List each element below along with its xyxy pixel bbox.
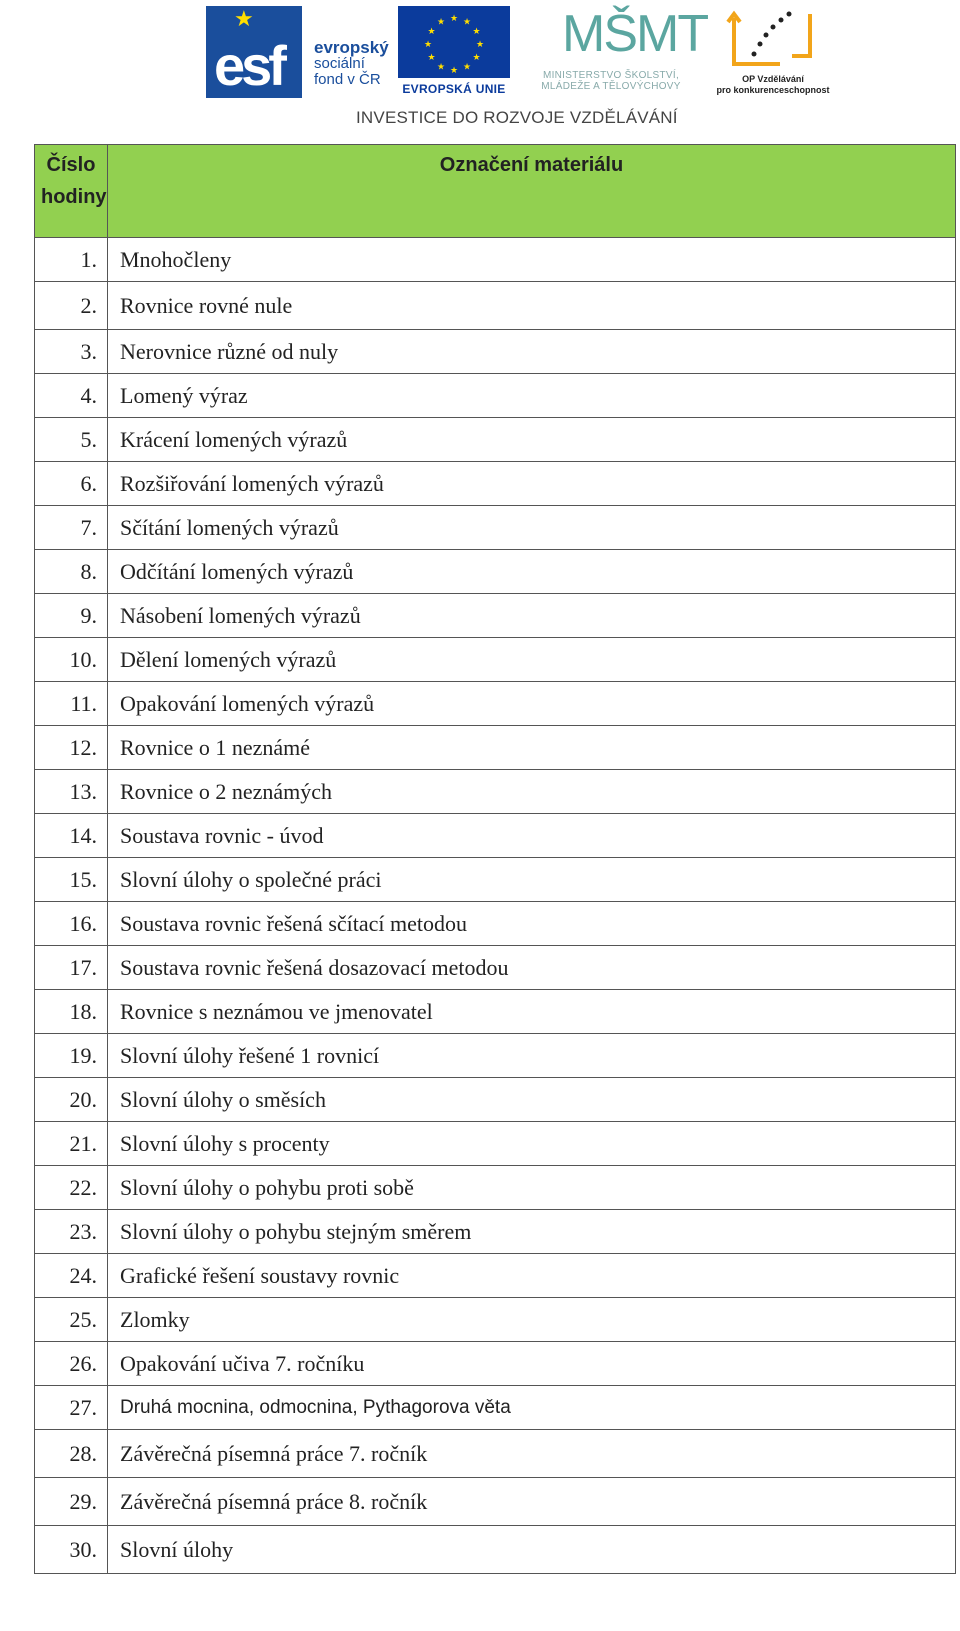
row-number: 19. — [35, 1034, 108, 1078]
row-number: 27. — [35, 1386, 108, 1430]
row-number: 18. — [35, 990, 108, 1034]
materials-table — [34, 144, 956, 1574]
row-number: 22. — [35, 1166, 108, 1210]
eu-logo — [398, 6, 510, 98]
row-label: Soustava rovnic řešená sčítací metodou — [108, 902, 956, 946]
row-number: 4. — [35, 374, 108, 418]
table-row — [35, 858, 956, 902]
row-number: 13. — [35, 770, 108, 814]
svg-text:★: ★ — [427, 53, 436, 63]
table-row — [35, 902, 956, 946]
table-row — [35, 1298, 956, 1342]
investice-tagline: INVESTICE DO ROZVOJE VZDĚLÁVÁNÍ — [356, 108, 678, 127]
esf-logo-block — [206, 6, 302, 98]
row-number: 2. — [35, 282, 108, 330]
row-number: 5. — [35, 418, 108, 462]
table-row — [35, 1254, 956, 1298]
column-header-label: Označení materiálu — [108, 145, 956, 238]
row-label: Závěrečná písemná práce 7. ročník — [108, 1430, 956, 1478]
row-label: Opakování lomených výrazů — [108, 682, 956, 726]
materials-table-body — [35, 145, 956, 1574]
table-row — [35, 726, 956, 770]
row-label: Krácení lomených výrazů — [108, 418, 956, 462]
row-label: Slovní úlohy o pohybu proti sobě — [108, 1166, 956, 1210]
row-number: 17. — [35, 946, 108, 990]
table-row — [35, 238, 956, 282]
table-row — [35, 1034, 956, 1078]
table-row — [35, 282, 956, 330]
row-number: 30. — [35, 1526, 108, 1574]
svg-text:★: ★ — [472, 27, 481, 37]
row-label: Lomený výraz — [108, 374, 956, 418]
esf-line3: fond v ČR — [314, 71, 381, 88]
svg-text:★: ★ — [436, 17, 446, 28]
row-label: Slovní úlohy — [108, 1526, 956, 1574]
table-row — [35, 1386, 956, 1430]
column-header-number-text: Číslo hodiny — [41, 154, 107, 208]
row-number: 10. — [35, 638, 108, 682]
row-number: 23. — [35, 1210, 108, 1254]
svg-text:★: ★ — [449, 66, 459, 76]
row-number: 16. — [35, 902, 108, 946]
logo-header — [0, 0, 960, 140]
table-row — [35, 770, 956, 814]
svg-text:★: ★ — [436, 62, 446, 73]
row-label: Dělení lomených výrazů — [108, 638, 956, 682]
row-label: Násobení lomených výrazů — [108, 594, 956, 638]
svg-text:★: ★ — [449, 14, 459, 24]
svg-text:★: ★ — [472, 53, 481, 63]
eu-label: EVROPSKÁ UNIE — [402, 82, 506, 96]
row-label: Rovnice o 2 neznámých — [108, 770, 956, 814]
table-row — [35, 1430, 956, 1478]
row-number: 14. — [35, 814, 108, 858]
row-label: Rozšiřování lomených výrazů — [108, 462, 956, 506]
msmt-logo — [516, 4, 706, 100]
table-header-row — [35, 145, 956, 238]
table-row — [35, 374, 956, 418]
table-row — [35, 1478, 956, 1526]
table-row — [35, 1122, 956, 1166]
table-row — [35, 946, 956, 990]
svg-text:★: ★ — [427, 27, 436, 37]
row-number: 26. — [35, 1342, 108, 1386]
row-number: 9. — [35, 594, 108, 638]
row-number: 3. — [35, 330, 108, 374]
star-icon: ★ — [234, 6, 254, 31]
row-label: Slovní úlohy řešené 1 rovnicí — [108, 1034, 956, 1078]
esf-line2: sociální — [314, 55, 365, 72]
esf-logo — [206, 6, 389, 98]
table-row — [35, 638, 956, 682]
column-header-number — [35, 145, 108, 238]
row-number: 21. — [35, 1122, 108, 1166]
table-row — [35, 506, 956, 550]
table-row — [35, 1526, 956, 1574]
row-number: 12. — [35, 726, 108, 770]
row-label: Druhá mocnina, odmocnina, Pythagorova věta — [108, 1386, 956, 1430]
row-label: Odčítání lomených výrazů — [108, 550, 956, 594]
row-label: Rovnice s neznámou ve jmenovatel — [108, 990, 956, 1034]
table-row — [35, 814, 956, 858]
row-number: 20. — [35, 1078, 108, 1122]
table-row — [35, 418, 956, 462]
table-row — [35, 1342, 956, 1386]
svg-text:★: ★ — [462, 17, 472, 28]
row-label: Zlomky — [108, 1298, 956, 1342]
esf-line1: evropský — [314, 38, 389, 57]
eu-flag-icon — [398, 6, 510, 78]
row-number: 28. — [35, 1430, 108, 1478]
svg-text:★: ★ — [462, 62, 472, 73]
row-label: Slovní úlohy o společné práci — [108, 858, 956, 902]
row-label: Soustava rovnic řešená dosazovací metodou — [108, 946, 956, 990]
row-label: Mnohočleny — [108, 238, 956, 282]
row-label: Slovní úlohy s procenty — [108, 1122, 956, 1166]
row-label: Opakování učiva 7. ročníku — [108, 1342, 956, 1386]
row-number: 7. — [35, 506, 108, 550]
msmt-logo-mark: MŠMT — [562, 5, 708, 63]
table-row — [35, 990, 956, 1034]
msmt-line1: MINISTERSTVO ŠKOLSTVÍ, — [542, 70, 680, 81]
row-label: Závěrečná písemná práce 8. ročník — [108, 1478, 956, 1526]
op-logo-icon — [710, 4, 836, 74]
svg-text:★: ★ — [423, 40, 433, 50]
table-row — [35, 1210, 956, 1254]
table-row — [35, 550, 956, 594]
op-line1: OP Vzdělávání — [742, 74, 804, 84]
op-logo — [710, 4, 836, 100]
esf-logo-text — [314, 40, 389, 88]
row-label: Rovnice o 1 neznámé — [108, 726, 956, 770]
row-number: 1. — [35, 238, 108, 282]
op-logo-text — [710, 74, 836, 96]
row-label: Slovní úlohy o pohybu stejným směrem — [108, 1210, 956, 1254]
row-label: Sčítání lomených výrazů — [108, 506, 956, 550]
row-label: Soustava rovnic - úvod — [108, 814, 956, 858]
table-row — [35, 1166, 956, 1210]
esf-logo-mark: esf — [214, 34, 283, 97]
row-label: Slovní úlohy o směsích — [108, 1078, 956, 1122]
table-row — [35, 682, 956, 726]
row-number: 15. — [35, 858, 108, 902]
row-label: Rovnice rovné nule — [108, 282, 956, 330]
op-line2: pro konkurenceschopnost — [716, 85, 830, 95]
svg-text:★: ★ — [475, 40, 485, 50]
row-number: 11. — [35, 682, 108, 726]
row-label: Grafické řešení soustavy rovnic — [108, 1254, 956, 1298]
msmt-logo-text — [516, 70, 706, 92]
row-number: 24. — [35, 1254, 108, 1298]
row-number: 6. — [35, 462, 108, 506]
table-row — [35, 330, 956, 374]
msmt-line2: MLÁDEŽE A TĚLOVÝCHOVY — [541, 81, 681, 92]
table-row — [35, 594, 956, 638]
row-number: 25. — [35, 1298, 108, 1342]
table-row — [35, 462, 956, 506]
table-row — [35, 1078, 956, 1122]
row-label: Nerovnice různé od nuly — [108, 330, 956, 374]
row-number: 29. — [35, 1478, 108, 1526]
row-number: 8. — [35, 550, 108, 594]
